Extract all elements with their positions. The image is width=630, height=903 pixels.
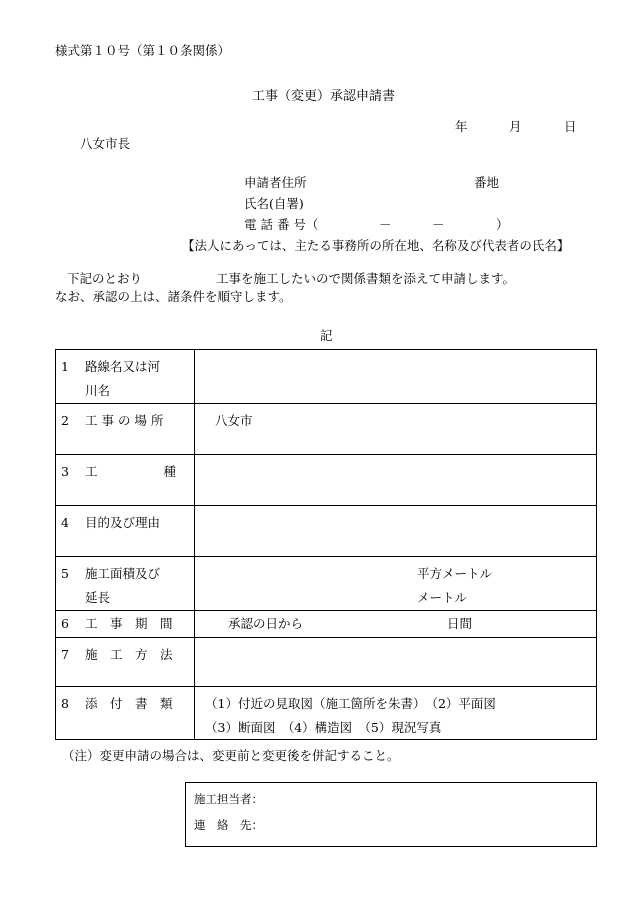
row-label: 目的及び理由	[85, 515, 161, 530]
row-number: 2	[61, 413, 69, 428]
row-number: 7	[61, 647, 69, 662]
body-text: 工事を施工したいので関係書類を添えて申請します。	[216, 271, 516, 286]
row-label: 工	[85, 464, 98, 479]
form-number: 様式第１０号（第１０条関係）	[55, 43, 231, 58]
location-value: 八女市	[215, 413, 253, 428]
body-text: 下記のとおり	[67, 271, 143, 286]
row-label: 施工面積及び	[85, 566, 161, 581]
application-table	[55, 349, 597, 740]
table-row	[56, 638, 597, 687]
applicant-address-suffix: 番地	[474, 175, 500, 190]
table-row	[56, 350, 597, 404]
table-row	[56, 404, 597, 455]
table-row	[56, 506, 597, 557]
document-title: 工事（変更）承認申請書	[252, 89, 396, 104]
road-river-name-field[interactable]	[195, 350, 597, 404]
work-location-field[interactable]	[195, 404, 597, 455]
addressee: 八女市長	[80, 136, 131, 151]
table-row	[56, 611, 597, 638]
work-type-field[interactable]	[195, 455, 597, 506]
construction-method-field[interactable]	[195, 638, 597, 687]
purpose-field[interactable]	[195, 506, 597, 557]
unit-square-meter: 平方メートル	[417, 566, 493, 581]
ki-heading: 記	[320, 328, 333, 343]
table-row	[56, 687, 597, 740]
row-label: 種	[163, 464, 177, 479]
unit-meter: メートル	[417, 590, 468, 605]
corporation-note: 【法人にあっては、主たる事務所の所在地、名称及び代表者の氏名】	[182, 238, 570, 253]
applicant-tel-label: 電 話 番 号（	[244, 217, 319, 232]
attachments-field	[195, 687, 597, 740]
date-day-label: 日	[564, 119, 577, 134]
row-label: 川名	[85, 383, 111, 398]
tel-close-paren: ）	[496, 217, 509, 232]
row-label: 工 事 期 間	[85, 616, 173, 631]
period-days-unit: 日間	[447, 616, 473, 631]
row-label: 工 事 の 場 所	[85, 413, 164, 428]
row-label: 施 工 方 法	[85, 647, 173, 662]
footnote: （注）変更申請の場合は、変更前と変更後を併記すること。	[62, 748, 400, 763]
applicant-address-label: 申請者住所	[244, 175, 307, 190]
row-number: 6	[61, 616, 69, 631]
row-label: 添 付 書 類	[85, 696, 173, 711]
work-period-field[interactable]	[195, 611, 597, 638]
row-number: 3	[61, 464, 69, 479]
contact-box	[185, 782, 597, 847]
tel-dash: －	[432, 217, 445, 232]
row-number: 1	[61, 359, 69, 374]
date-year-label: 年	[455, 119, 468, 134]
row-number: 8	[61, 696, 69, 711]
contact-label: 連 絡 先：	[194, 818, 263, 832]
attachment-list-1: （1）付近の見取図（施工箇所を朱書） （2）平面図	[205, 696, 496, 711]
area-length-field[interactable]	[195, 557, 597, 611]
table-row	[56, 455, 597, 506]
attachment-list-2: （3）断面図 （4）構造図 （5）現況写真	[205, 720, 442, 735]
row-label: 延長	[85, 590, 111, 605]
tel-dash: －	[379, 217, 392, 232]
row-label: 路線名又は河	[85, 359, 161, 374]
table-row	[56, 557, 597, 611]
date-month-label: 月	[509, 119, 522, 134]
applicant-name-label: 氏名(自署)	[244, 196, 304, 211]
body-text: なお、承認の上は、諸条件を順守します。	[55, 289, 292, 304]
period-start-text: 承認の日から	[228, 616, 304, 631]
row-number: 5	[61, 566, 69, 581]
row-number: 4	[61, 515, 69, 530]
staff-label: 施工担当者：	[194, 792, 263, 806]
